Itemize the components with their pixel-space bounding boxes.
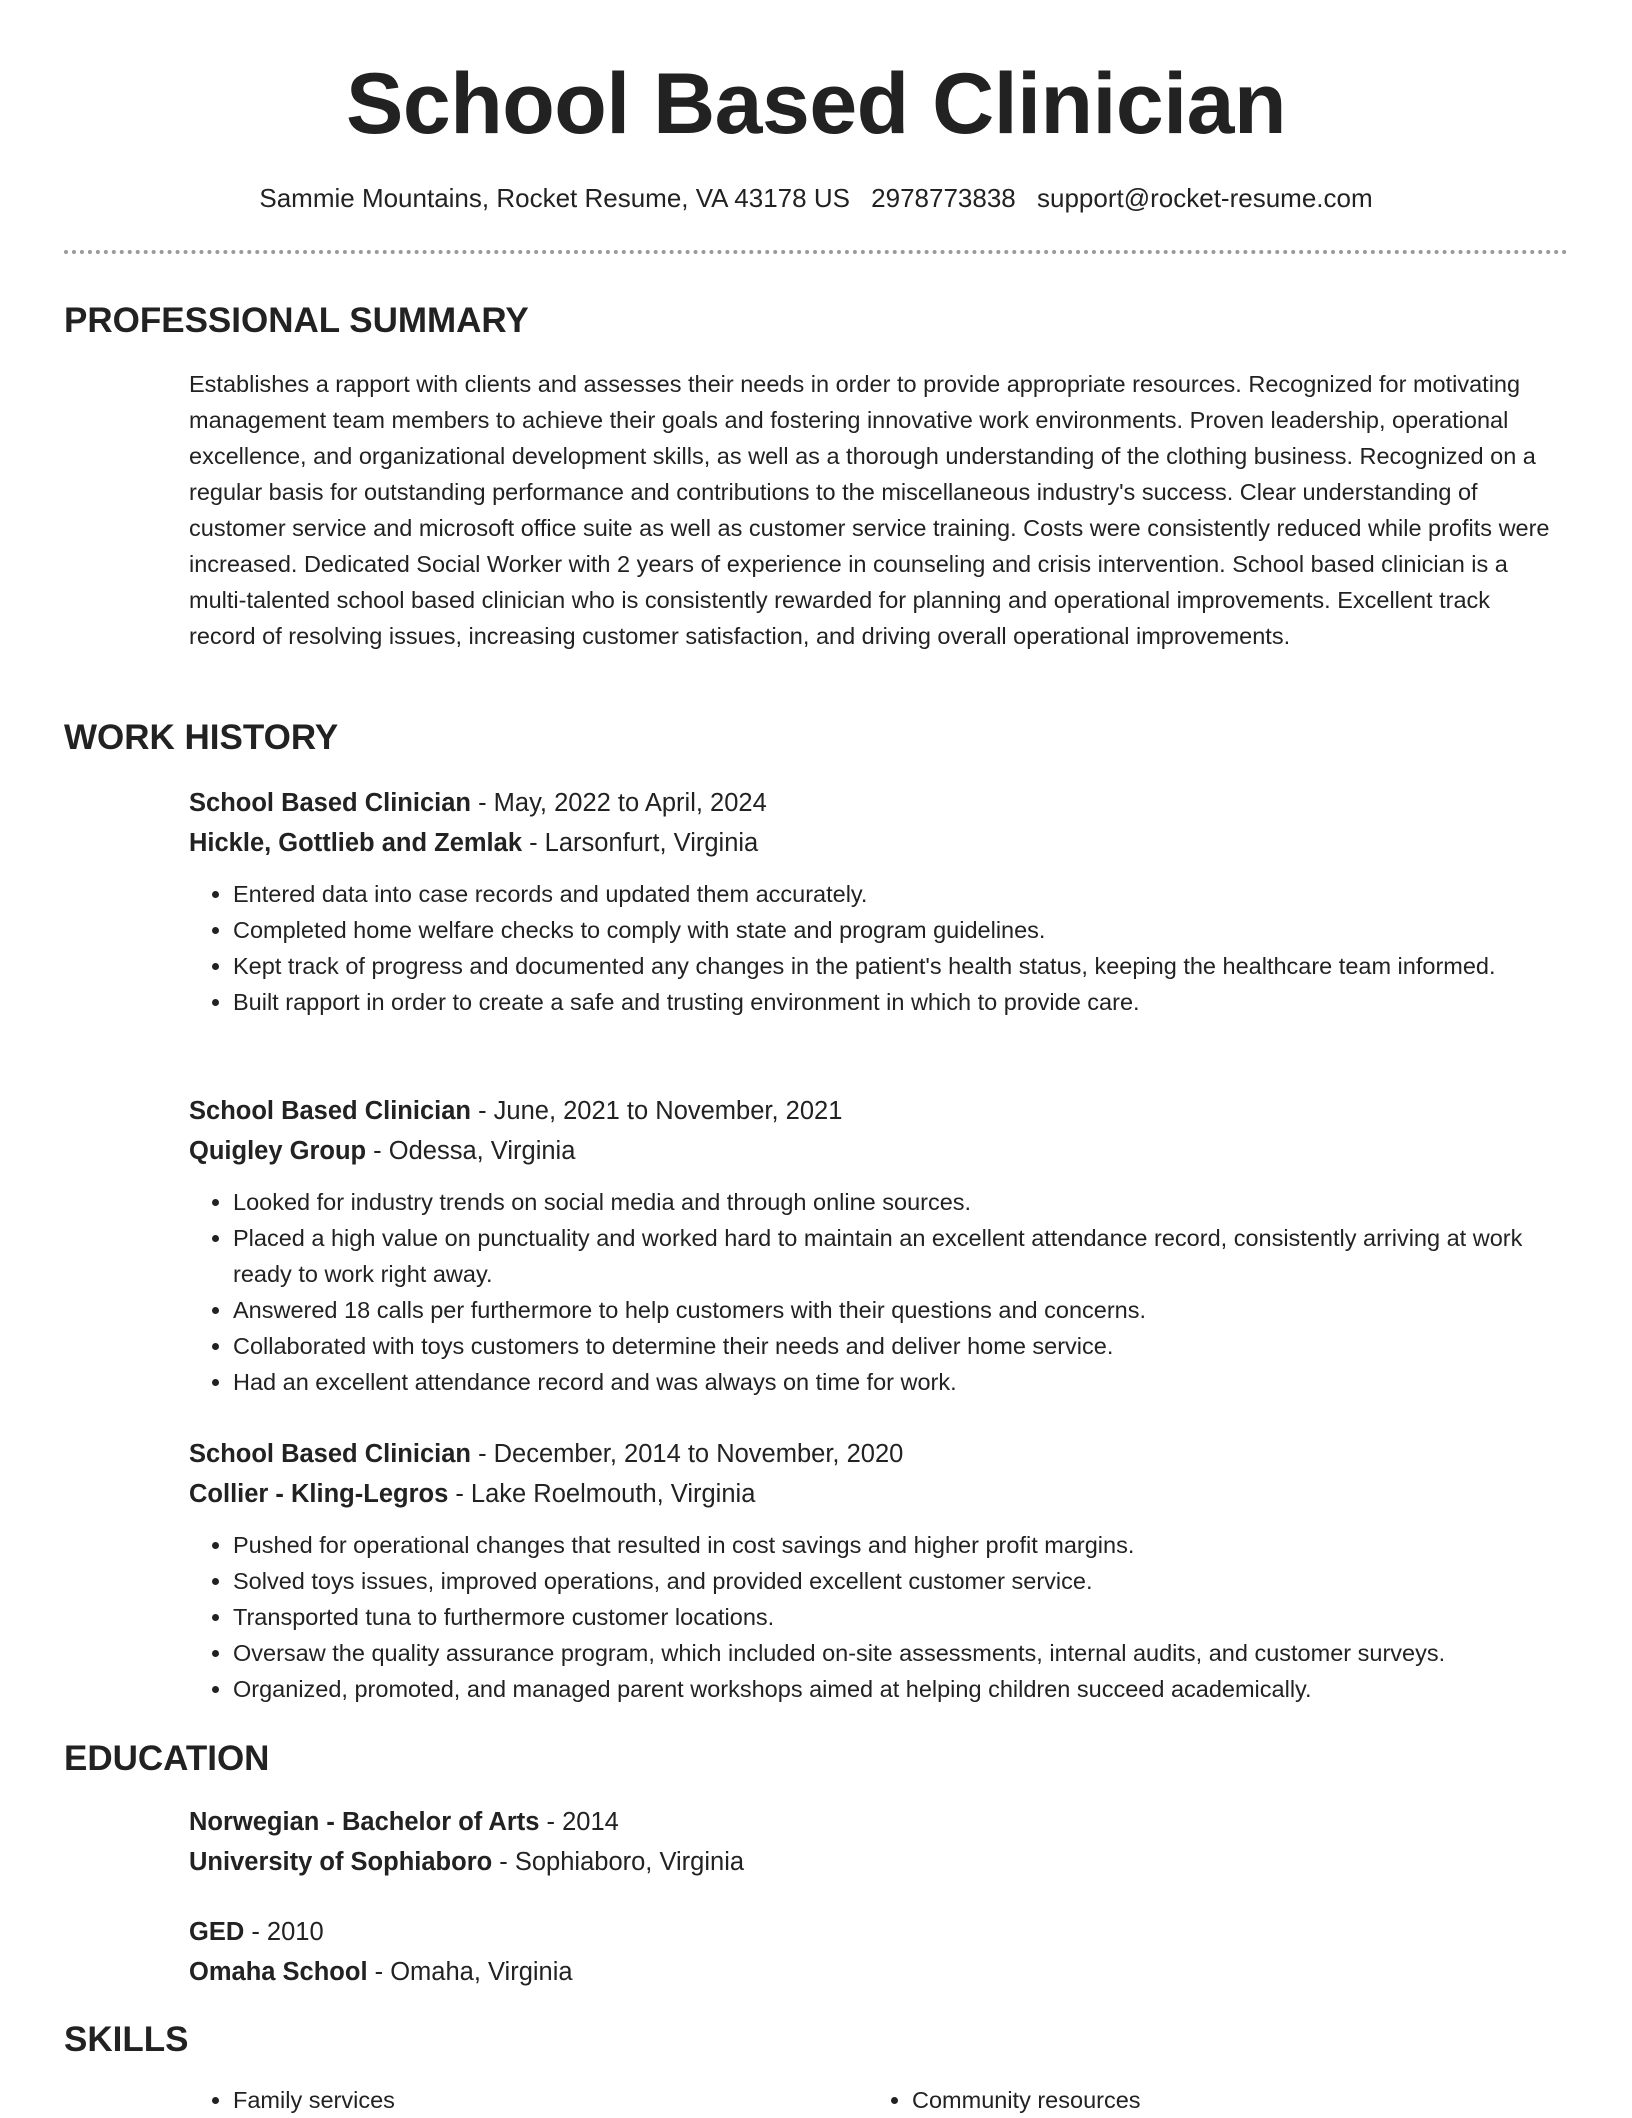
job-entry (189, 1091, 1569, 1400)
job-bullet: • Solved toys issues, improved operations, and provided excellent customer service. (233, 1563, 1569, 1599)
job-company: Quigley Group (189, 1137, 367, 1165)
job-location: - Larsonfurt, Virginia (522, 829, 759, 857)
job-bullet: • Transported tuna to furthermore customer locations. (233, 1599, 1569, 1635)
job-bullet: • Organized, promoted, and managed parent workshops aimed at helping children succeed academically. (233, 1671, 1569, 1707)
job-bullet: • Looked for industry trends on social media and through online sources. (233, 1184, 1569, 1220)
skill-item: • Community resources (912, 2082, 1141, 2118)
job-title: School Based Clinician (189, 789, 471, 817)
education-entry (189, 1912, 1569, 1992)
education-school: Omaha School (189, 1958, 368, 1986)
education-degree: GED (189, 1918, 245, 1946)
job-title-line (189, 1434, 1569, 1474)
education-degree-line (189, 1802, 1569, 1842)
resume-name: School Based Clinician (346, 56, 1286, 152)
job-company: Hickle, Gottlieb and Zemlak (189, 829, 523, 857)
contact-line (0, 181, 1632, 215)
education-school-line (189, 1952, 1569, 1992)
summary-text: Establishes a rapport with clients and assesses their needs in order to provide appropriate resources. Recognized for motivating management team members to achieve their goals and fostering innovative work environments. Proven leadership, operational excellence, and organizational development skills, as well as a thorough understanding of the clothing business. Recognized on a regular basis for outstanding performance and contributions to the miscellaneous industry's success. Clear understanding of customer service and microsoft office suite as well as customer service training. Costs were consistently reduced while profits were increased. Dedicated Social Worker with 2 years of experience in counseling and crisis intervention. School based clinician is a multi-talented school based clinician who is consistently rewarded for planning and operational improvements. Excellent track record of resolving issues, increasing customer satisfaction, and driving overall operational improvements. (189, 371, 1550, 649)
education-year: - 2014 (539, 1808, 619, 1836)
summary-heading: PROFESSIONAL SUMMARY (64, 301, 529, 340)
job-bullet: • Built rapport in order to create a safe and trusting environment in which to provide care. (233, 984, 1569, 1020)
job-company-line (189, 823, 1569, 863)
job-bullet: • Completed home welfare checks to comply with state and program guidelines. (233, 912, 1569, 948)
skills-list-right (868, 2082, 1141, 2118)
contact-phone: 2978773838 (871, 183, 1016, 213)
education-degree-line (189, 1912, 1569, 1952)
contact-address: Sammie Mountains, Rocket Resume, VA 43178 US (259, 183, 850, 213)
header-divider (64, 250, 1568, 254)
job-location: - Odessa, Virginia (366, 1137, 576, 1165)
job-title: School Based Clinician (189, 1440, 471, 1468)
education-entry (189, 1802, 1569, 1882)
job-location: - Lake Roelmouth, Virginia (448, 1480, 756, 1508)
job-bullet: • Oversaw the quality assurance program, which included on-site assessments, internal audits, and customer surveys. (233, 1635, 1569, 1671)
job-dates: - May, 2022 to April, 2024 (470, 789, 767, 817)
skills-heading: SKILLS (64, 2020, 189, 2059)
job-title-line (189, 783, 1569, 823)
job-bullets (189, 1527, 1569, 1707)
education-heading: EDUCATION (64, 1739, 270, 1778)
job-bullet: • Entered data into case records and updated them accurately. (233, 876, 1569, 912)
job-bullet: • Had an excellent attendance record and was always on time for work. (233, 1364, 1569, 1400)
job-company-line (189, 1474, 1569, 1514)
job-bullets (189, 876, 1569, 1020)
education-school: University of Sophiaboro (189, 1848, 493, 1876)
education-location: - Sophiaboro, Virginia (492, 1848, 745, 1876)
job-title-line (189, 1091, 1569, 1131)
job-bullet: • Answered 18 calls per furthermore to help customers with their questions and concerns. (233, 1292, 1569, 1328)
job-company: Collier - Kling-Legros (189, 1480, 449, 1508)
contact-email: support@rocket-resume.com (1037, 183, 1373, 213)
job-bullet: • Collaborated with toys customers to determine their needs and deliver home service. (233, 1328, 1569, 1364)
job-bullet: • Pushed for operational changes that resulted in cost savings and higher profit margins. (233, 1527, 1569, 1563)
work-history-heading: WORK HISTORY (64, 718, 339, 757)
job-company-line (189, 1131, 1569, 1171)
education-degree: Norwegian - Bachelor of Arts (189, 1808, 540, 1836)
job-bullets (189, 1184, 1569, 1400)
education-location: - Omaha, Virginia (367, 1958, 573, 1986)
job-dates: - December, 2014 to November, 2020 (470, 1440, 904, 1468)
job-dates: - June, 2021 to November, 2021 (470, 1097, 843, 1125)
job-entry (189, 783, 1569, 1020)
education-school-line (189, 1842, 1569, 1882)
job-bullet: • Kept track of progress and documented any changes in the patient's health status, keeping the healthcare team informed. (233, 948, 1569, 984)
education-year: - 2010 (244, 1918, 324, 1946)
skills-list-left (189, 2082, 395, 2118)
job-entry (189, 1434, 1569, 1707)
job-title: School Based Clinician (189, 1097, 471, 1125)
job-bullet: • Placed a high value on punctuality and worked hard to maintain an excellent attendance record, consistently arriving at work ready to work right away. (233, 1220, 1569, 1292)
skill-item: • Family services (233, 2082, 395, 2118)
